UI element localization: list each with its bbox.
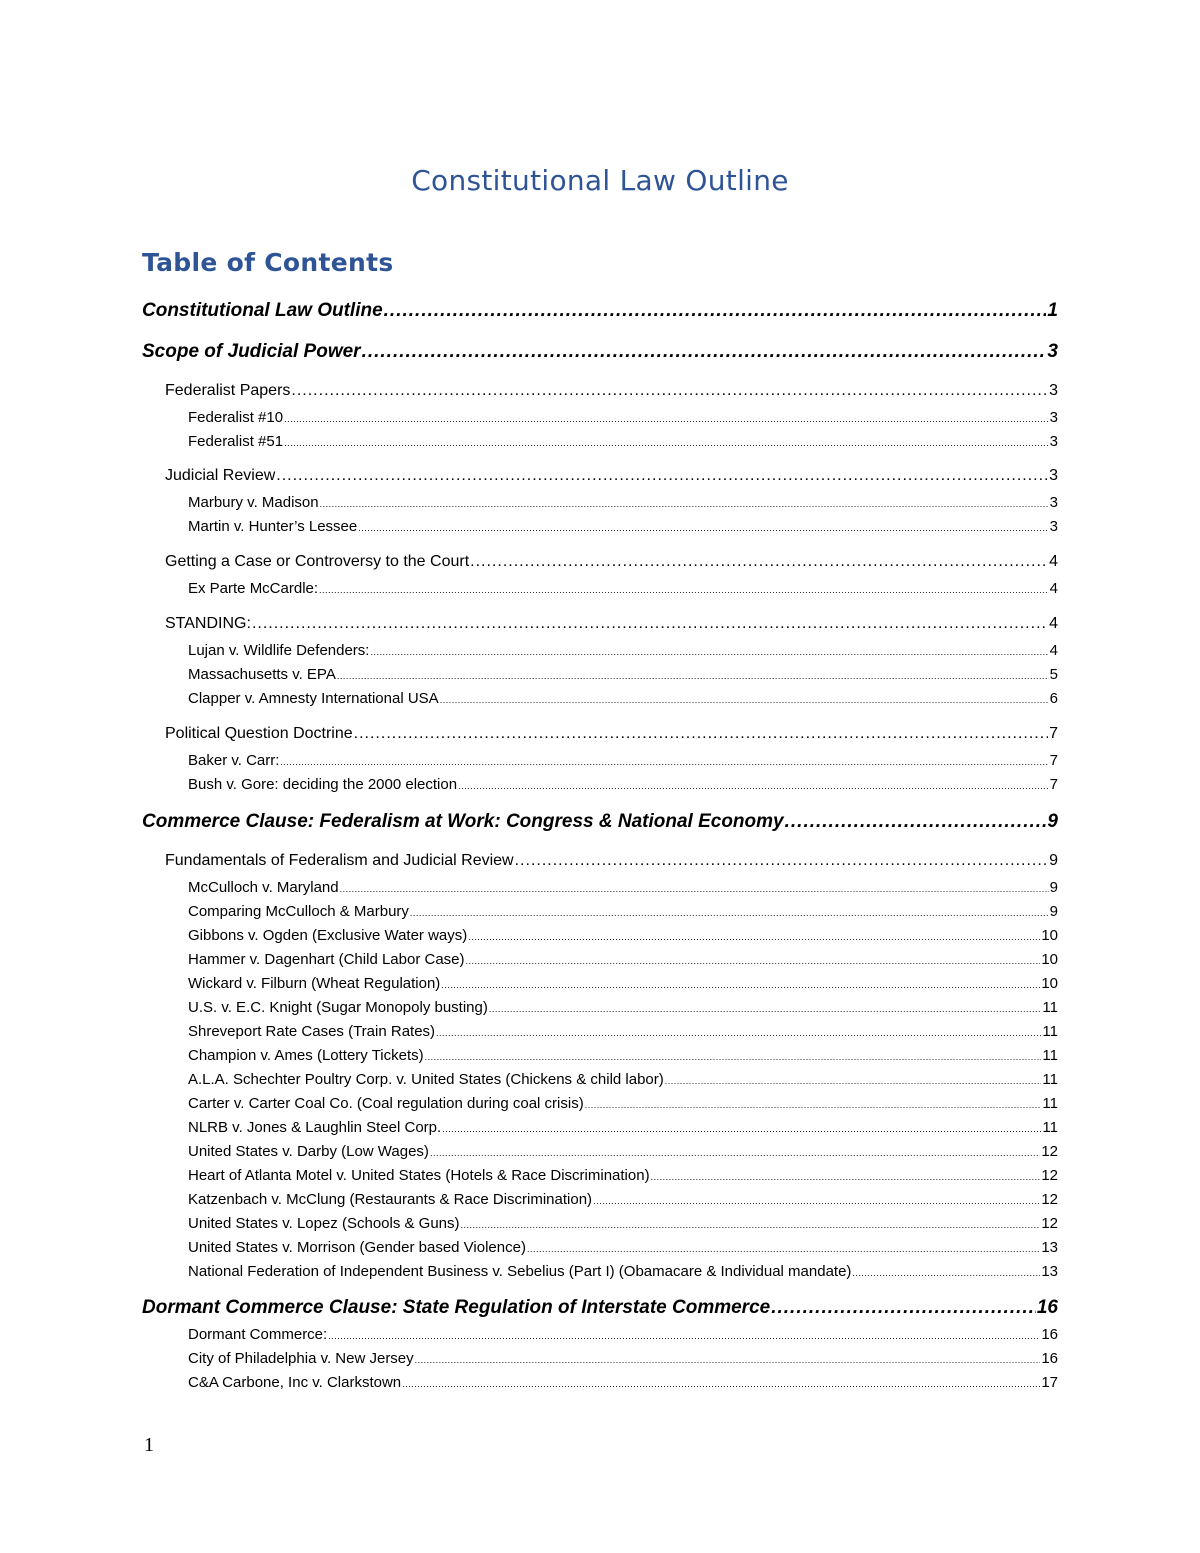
toc-dot-leader	[280, 752, 1048, 771]
toc-entry[interactable]	[188, 1237, 1058, 1258]
toc-dot-leader	[276, 465, 1048, 487]
toc-entry[interactable]	[188, 1348, 1058, 1369]
toc-dot-leader	[284, 433, 1049, 452]
toc-entry[interactable]	[142, 1295, 1058, 1321]
toc-dot-leader	[527, 1239, 1040, 1258]
toc-dot-leader	[354, 723, 1048, 745]
toc-entry-title: NLRB v. Jones & Laughlin Steel Corp.	[188, 1119, 442, 1136]
toc-dot-leader	[358, 518, 1048, 537]
toc-entry-page: 16	[1036, 1297, 1058, 1318]
toc-entry[interactable]	[165, 551, 1058, 573]
toc-entry[interactable]	[188, 1045, 1058, 1066]
toc-entry-title: Clapper v. Amnesty International USA	[188, 690, 439, 707]
toc-entry[interactable]	[142, 809, 1058, 835]
toc-entry-page: 10	[1041, 951, 1058, 968]
toc-entry-title: National Federation of Independent Business v. Sebelius (Part I) (Obamacare & Individual mandate)	[188, 1263, 852, 1280]
toc-entry-page: 1	[1047, 300, 1058, 321]
toc-entry-page: 3	[1049, 382, 1058, 399]
toc-entry[interactable]	[188, 925, 1058, 946]
page-number: 1	[144, 1434, 154, 1456]
toc-entry[interactable]	[165, 850, 1058, 872]
toc-entry[interactable]	[188, 1372, 1058, 1393]
toc-entry-page: 11	[1042, 1071, 1058, 1088]
toc-dot-leader	[425, 1047, 1042, 1066]
toc-entry[interactable]	[188, 949, 1058, 970]
toc-entry-title: Constitutional Law Outline	[142, 300, 383, 321]
toc-dot-leader	[458, 776, 1049, 795]
toc-entry[interactable]	[188, 1117, 1058, 1138]
toc-entry-title: Carter v. Carter Coal Co. (Coal regulation during coal crisis)	[188, 1095, 584, 1112]
toc-entry-title: STANDING:	[165, 615, 251, 632]
toc-entry-page: 11	[1042, 1023, 1058, 1040]
toc-entry[interactable]	[165, 380, 1058, 402]
toc-entry-title: City of Philadelphia v. New Jersey	[188, 1350, 414, 1367]
toc-entry-title: Comparing McCulloch & Marbury	[188, 903, 409, 920]
toc-entry-page: 7	[1049, 725, 1058, 742]
toc-dot-leader	[430, 1143, 1040, 1162]
toc-dot-leader	[585, 1095, 1042, 1114]
toc-dot-leader	[252, 613, 1048, 635]
toc-entry-title: Federalist #51	[188, 433, 284, 450]
toc-entry[interactable]	[188, 407, 1058, 428]
toc-entry-title: Martin v. Hunter’s Lessee	[188, 518, 358, 535]
toc-entry-page: 11	[1042, 1119, 1058, 1136]
toc-entry-title: McCulloch v. Maryland	[188, 879, 339, 896]
toc-entry-title: United States v. Darby (Low Wages)	[188, 1143, 429, 1160]
toc-dot-leader	[489, 999, 1042, 1018]
toc-entry-page: 4	[1049, 553, 1058, 570]
toc-entry-title: Commerce Clause: Federalism at Work: Congress & National Economy	[142, 811, 784, 832]
toc-entry[interactable]	[188, 750, 1058, 771]
toc-entry[interactable]	[188, 688, 1058, 709]
toc-entry[interactable]	[188, 973, 1058, 994]
toc-entry-page: 9	[1049, 903, 1058, 920]
toc-entry-title: Wickard v. Filburn (Wheat Regulation)	[188, 975, 441, 992]
toc-dot-leader	[284, 409, 1049, 428]
toc-entry[interactable]	[188, 1261, 1058, 1282]
toc-entry[interactable]	[142, 298, 1058, 324]
toc-entry[interactable]	[165, 613, 1058, 635]
toc-entry-page: 10	[1041, 975, 1058, 992]
toc-entry-page: 16	[1041, 1326, 1058, 1343]
toc-entry-title: Dormant Commerce Clause: State Regulation of Interstate Commerce	[142, 1297, 771, 1318]
toc-dot-leader	[515, 850, 1048, 872]
toc-entry-title: United States v. Lopez (Schools & Guns)	[188, 1215, 460, 1232]
toc-entry[interactable]	[165, 465, 1058, 487]
toc-entry-title: Political Question Doctrine	[165, 725, 353, 742]
toc-dot-leader	[370, 642, 1048, 661]
toc-entry-page: 11	[1042, 999, 1058, 1016]
toc-entry-page: 13	[1041, 1239, 1058, 1256]
toc-entry-title: Shreveport Rate Cases (Train Rates)	[188, 1023, 436, 1040]
toc-entry-page: 12	[1041, 1215, 1058, 1232]
toc-dot-leader	[340, 879, 1049, 898]
toc-entry-page: 9	[1049, 879, 1058, 896]
toc-entry-page: 3	[1049, 518, 1058, 535]
toc-entry[interactable]	[142, 339, 1058, 365]
toc-entry[interactable]	[188, 492, 1058, 513]
toc-dot-leader	[328, 1326, 1040, 1345]
toc-dot-leader	[436, 1023, 1041, 1042]
toc-entry[interactable]	[188, 1021, 1058, 1042]
toc-entry-page: 12	[1041, 1191, 1058, 1208]
toc-entry-title: Dormant Commerce:	[188, 1326, 328, 1343]
toc-entry-page: 4	[1049, 615, 1058, 632]
toc-dot-leader	[337, 666, 1049, 685]
toc-dot-leader	[468, 927, 1040, 946]
toc-entry-page: 11	[1042, 1095, 1058, 1112]
toc-entry-title: Katzenbach v. McClung (Restaurants & Race Discrimination)	[188, 1191, 593, 1208]
toc-entry-title: Federalist #10	[188, 409, 284, 426]
toc-entry-title: Scope of Judicial Power	[142, 341, 361, 362]
toc-entry-page: 3	[1049, 494, 1058, 511]
toc-entry-page: 3	[1049, 467, 1058, 484]
toc-entry-page: 4	[1049, 642, 1058, 659]
toc-entry-title: A.L.A. Schechter Poultry Corp. v. United States (Chickens & child labor)	[188, 1071, 664, 1088]
toc-dot-leader	[470, 551, 1048, 573]
toc-dot-leader	[291, 380, 1048, 402]
toc-entry-page: 13	[1041, 1263, 1058, 1280]
toc-entry-page: 7	[1049, 752, 1058, 769]
toc-dot-leader	[461, 1215, 1041, 1234]
toc-entry-title: Getting a Case or Controversy to the Court	[165, 553, 470, 570]
document-title: Constitutional Law Outline	[411, 164, 789, 197]
toc-dot-leader	[362, 339, 1047, 365]
toc-dot-leader	[415, 1350, 1041, 1369]
toc-entry[interactable]	[165, 723, 1058, 745]
toc-entry-page: 12	[1041, 1167, 1058, 1184]
toc-entry-title: Baker v. Carr:	[188, 752, 280, 769]
toc-entry-page: 16	[1041, 1350, 1058, 1367]
toc-dot-leader	[771, 1295, 1036, 1321]
toc-entry-title: Federalist Papers	[165, 382, 291, 399]
toc-entry-page: 17	[1041, 1374, 1058, 1391]
toc-entry-page: 9	[1047, 811, 1058, 832]
toc-entry-page: 4	[1049, 580, 1058, 597]
toc-entry[interactable]	[188, 1213, 1058, 1234]
toc-entry-page: 3	[1049, 409, 1058, 426]
toc-dot-leader	[665, 1071, 1042, 1090]
toc-entry[interactable]	[188, 664, 1058, 685]
toc-entry[interactable]	[188, 431, 1058, 452]
toc-entry-title: Bush v. Gore: deciding the 2000 election	[188, 776, 458, 793]
toc-entry-title: Hammer v. Dagenhart (Child Labor Case)	[188, 951, 465, 968]
toc-entry[interactable]	[188, 516, 1058, 537]
toc-entry[interactable]	[188, 901, 1058, 922]
toc-dot-leader	[442, 1119, 1041, 1138]
toc-entry-page: 6	[1049, 690, 1058, 707]
toc-entry-page: 9	[1049, 852, 1058, 869]
toc-entry-page: 12	[1041, 1143, 1058, 1160]
toc-entry-title: Marbury v. Madison	[188, 494, 319, 511]
toc-dot-leader	[384, 298, 1047, 324]
toc-heading: Table of Contents	[142, 248, 394, 277]
toc-entry[interactable]	[188, 578, 1058, 599]
toc-entry[interactable]	[188, 1324, 1058, 1345]
toc-dot-leader	[852, 1263, 1040, 1282]
toc-entry-page: 11	[1042, 1047, 1058, 1064]
toc-entry-title: Lujan v. Wildlife Defenders:	[188, 642, 370, 659]
toc-entry-title: C&A Carbone, Inc v. Clarkstown	[188, 1374, 402, 1391]
toc-entry-title: Massachusetts v. EPA	[188, 666, 336, 683]
toc-dot-leader	[410, 903, 1049, 922]
toc-dot-leader	[440, 690, 1049, 709]
toc-dot-leader	[593, 1191, 1040, 1210]
toc-entry[interactable]	[188, 774, 1058, 795]
toc-entry-title: Champion v. Ames (Lottery Tickets)	[188, 1047, 424, 1064]
toc-entry[interactable]	[188, 877, 1058, 898]
toc-dot-leader	[441, 975, 1040, 994]
toc-entry-page: 3	[1049, 433, 1058, 450]
toc-entry-title: Ex Parte McCardle:	[188, 580, 319, 597]
toc-entry-page: 10	[1041, 927, 1058, 944]
toc-entry-page: 3	[1047, 341, 1058, 362]
toc-dot-leader	[466, 951, 1041, 970]
toc-entry-title: Judicial Review	[165, 467, 276, 484]
toc-dot-leader	[320, 494, 1049, 513]
toc-dot-leader	[402, 1374, 1040, 1393]
toc-dot-leader	[319, 580, 1049, 599]
toc-entry[interactable]	[188, 1141, 1058, 1162]
toc-entry-page: 5	[1049, 666, 1058, 683]
toc-entry-title: United States v. Morrison (Gender based Violence)	[188, 1239, 526, 1256]
toc-entry-title: U.S. v. E.C. Knight (Sugar Monopoly busting)	[188, 999, 488, 1016]
toc-entry[interactable]	[188, 1069, 1058, 1090]
toc-entry-title: Heart of Atlanta Motel v. United States (Hotels & Race Discrimination)	[188, 1167, 650, 1184]
toc-entry[interactable]	[188, 640, 1058, 661]
toc-entry-title: Fundamentals of Federalism and Judicial Review	[165, 852, 514, 869]
toc-entry[interactable]	[188, 1165, 1058, 1186]
toc-entry-page: 7	[1049, 776, 1058, 793]
toc-entry-title: Gibbons v. Ogden (Exclusive Water ways)	[188, 927, 468, 944]
toc-dot-leader	[651, 1167, 1041, 1186]
toc-entry[interactable]	[188, 1093, 1058, 1114]
toc-entry[interactable]	[188, 1189, 1058, 1210]
toc-entry[interactable]	[188, 997, 1058, 1018]
toc-dot-leader	[785, 809, 1047, 835]
